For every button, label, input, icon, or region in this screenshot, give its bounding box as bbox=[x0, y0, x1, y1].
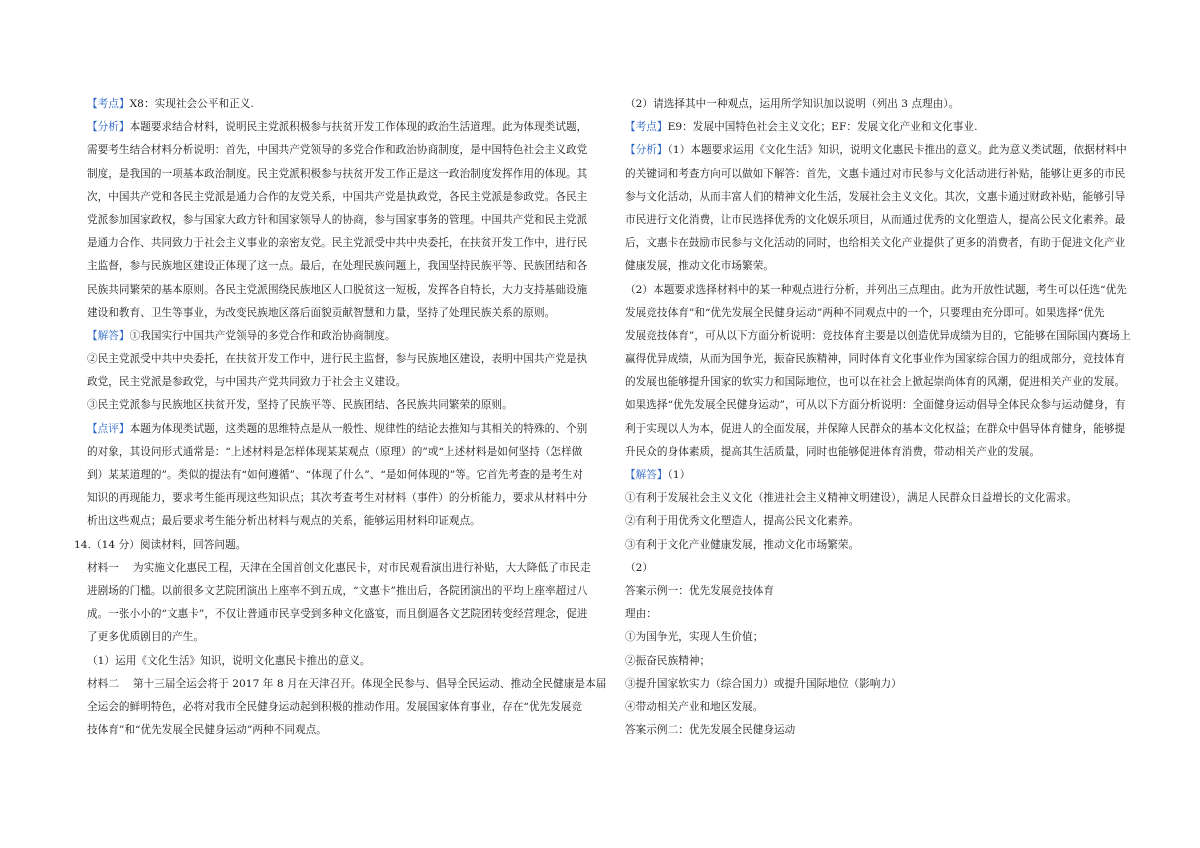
line-text: 参与文化活动，从而丰富人们的精神文化生活，发展社会主义文化。其次，文惠卡通过财政补贴，能够引导 bbox=[625, 190, 1126, 203]
text-line bbox=[87, 557, 591, 580]
line-text: （2） bbox=[625, 561, 654, 574]
left-column bbox=[74, 93, 607, 742]
text-line bbox=[625, 580, 1120, 603]
line-text: 发展竞技体育”和“优先发展全民健身运动”两种不同观点中的一个，只要理由充分即可。如果选择“优先 bbox=[625, 306, 1105, 319]
line-text: 健康发展，推动文化市场繁荣。 bbox=[625, 260, 775, 273]
text-line bbox=[625, 163, 1126, 186]
text-line bbox=[625, 534, 1120, 557]
line-text: ③民主党派参与民族地区扶贫开发，坚持了民族平等、民族团结、各民族共同繁荣的原则。 bbox=[87, 399, 513, 412]
line-text: 理由： bbox=[625, 608, 657, 621]
line-text: 民族共同繁荣的基本原则。各民主党派围绕民族地区人口脱贫这一短板，发挥各自特长，大力支持基础设施 bbox=[87, 283, 588, 296]
text-line bbox=[625, 418, 1126, 441]
line-text: （1）本题要求运用《文化生活》知识，说明文化惠民卡推出的意义。此为意义类试题，依据材料中 bbox=[667, 144, 1127, 157]
text-line bbox=[625, 557, 1120, 580]
text-line bbox=[625, 487, 1120, 510]
line-text: 次，中国共产党和各民主党派是通力合作的友党关系，中国共产党是执政党，各民主党派是参政党。各民主 bbox=[87, 190, 588, 203]
line-text: 主监督，参与民族地区建设正体现了这一点。最后，在处理民族问题上，我国坚持民族平等、民族团结和各 bbox=[87, 260, 588, 273]
text-line bbox=[625, 302, 1120, 325]
line-text: 全运会的鲜明特色，必将对我市全民健身运动起到积极的推动作用。发展国家体育事业，存在“优先发展竞 bbox=[87, 700, 583, 713]
text-line bbox=[625, 325, 1131, 348]
section-tag: 【分析】 bbox=[87, 121, 130, 134]
text-line bbox=[625, 464, 1120, 487]
text-line bbox=[87, 626, 582, 649]
text-line bbox=[87, 163, 588, 186]
line-text: 析出这些观点；最后要求考生能分析出材料与观点的关系，能够运用材料印证观点。 bbox=[87, 515, 481, 528]
text-line bbox=[87, 93, 582, 116]
text-line bbox=[625, 279, 1127, 302]
line-text: 材料一 为实施文化惠民工程，天津在全国首创文化惠民卡，对市民观看演出进行补贴，大大降低了市民走 bbox=[87, 561, 591, 574]
line-text: 的对象，其设问形式通常是：“上述材料是怎样体现某某观点（原理）的”或“上述材料是如何坚持（怎样做 bbox=[87, 445, 583, 458]
text-line bbox=[87, 464, 582, 487]
line-text: 知识的再现能力，要求考生能再现这些知识点；其次考查考生对材料（事件）的分析能力，要求从材料中分 bbox=[87, 492, 588, 505]
text-line bbox=[87, 441, 582, 464]
section-tag: 【解答】 bbox=[625, 469, 668, 481]
line-text: （2）请选择其中一种观点，运用所学知识加以说明（列出 3 点理由）。 bbox=[625, 98, 960, 110]
text-line bbox=[87, 603, 588, 626]
line-text: 利于实现以人为本，促进人的全面发展，并保障人民群众的基本文化权益；在群众中倡导体育健身，能够提 bbox=[625, 422, 1126, 435]
line-text: 答案示例一：优先发展竞技体育 bbox=[625, 584, 775, 597]
text-line bbox=[625, 650, 1120, 673]
line-text: ②民主党派受中共中央委托，在扶贫开发工作中，进行民主监督，参与民族地区建设，表明中国共产党是执 bbox=[87, 353, 588, 366]
line-text: 如果选择“优先发展全民健身运动”，可从以下方面分析说明：全面健身运动倡导全体民众参与运动健身，有 bbox=[625, 399, 1126, 412]
line-text: X8：实现社会公平和正义. bbox=[129, 98, 254, 110]
line-text: ②振奋民族精神； bbox=[625, 654, 711, 667]
text-line bbox=[87, 302, 582, 325]
line-text: （1） bbox=[667, 469, 691, 481]
line-text: （2）本题要求选择材料中的某一种观点进行分析，并列出三点理由。此为开放性试题，考生可以任选“优先 bbox=[625, 283, 1127, 296]
text-line bbox=[625, 116, 1120, 139]
line-text: 赢得优异成绩，从而为国争光，振奋民族精神，同时体育文化事业作为国家综合国力的组成部分，竞技体育 bbox=[625, 353, 1126, 366]
text-line bbox=[87, 209, 588, 232]
text-line bbox=[87, 255, 588, 278]
text-line bbox=[87, 116, 588, 139]
line-text: 的关键词和考查方向可以做如下解答：首先，文惠卡通过对市民参与文化活动进行补贴，能够让更多的市民 bbox=[625, 167, 1126, 180]
line-text: 到）某某道理的”。类似的提法有“如何遵循”、“体现了什么”、“是如何体现的”等。它首先考查的是考生对 bbox=[87, 469, 583, 481]
line-text: ③提升国家软实力（综合国力）或提升国际地位（影响力） bbox=[625, 677, 902, 690]
line-text: （1）运用《文化生活》知识，说明文化惠民卡推出的意义。 bbox=[87, 654, 371, 667]
line-text: 党派参加国家政权，参与国家大政方针和国家领导人的协商，参与国家事务的管理。中国共产党和民主党派 bbox=[87, 213, 588, 226]
text-line bbox=[87, 371, 582, 394]
line-text: 进剧场的门槛。以前很多文艺院团演出上座率不到五成，“文惠卡”推出后，各院团演出的平均上座率超过八 bbox=[87, 584, 588, 597]
text-line bbox=[625, 348, 1126, 371]
line-text: （14 分）阅读材料，回答问题。 bbox=[91, 538, 247, 551]
line-text: 的发展也能够提升国家的软实力和国际地位，也可以在社会上掀起崇尚体育的风潮，促进相关产业的发展。 bbox=[625, 376, 1126, 389]
line-text: 答案示例二：优先发展全民健身运动 bbox=[625, 724, 796, 737]
text-line bbox=[87, 580, 588, 603]
line-text: ④带动相关产业和地区发展。 bbox=[625, 700, 764, 713]
section-tag: 【点评】 bbox=[87, 422, 130, 435]
text-line bbox=[87, 394, 582, 417]
question-number: 14. bbox=[74, 538, 91, 551]
text-line bbox=[74, 534, 582, 557]
text-line bbox=[625, 510, 1120, 533]
line-text: ③有利于文化产业健康发展，推动文化市场繁荣。 bbox=[625, 538, 860, 551]
line-text: 制度，是我国的一项基本政治制度。民主党派积极参与扶贫开发工作正是这一政治制度发挥作用的体现。其 bbox=[87, 167, 588, 180]
text-line bbox=[625, 139, 1127, 162]
text-line bbox=[625, 232, 1126, 255]
line-text: ②有利于用优秀文化塑造人，提高公民文化素养。 bbox=[625, 515, 860, 528]
text-line bbox=[625, 719, 1120, 742]
text-line bbox=[87, 279, 588, 302]
section-tag: 【考点】 bbox=[87, 98, 130, 110]
line-text: E9：发展中国特色社会主义文化；EF：发展文化产业和文化事业. bbox=[667, 121, 978, 134]
line-text: 本题为体现类试题，这类题的思维特点是从一般性、规律性的结论去推知与其相关的特殊的、个别 bbox=[129, 422, 588, 435]
text-line bbox=[625, 696, 1120, 719]
line-text: 了更多优质剧目的产生。 bbox=[87, 631, 205, 644]
line-text: 发展竞技体育”，可从以下方面分析说明：竞技体育主要是以创造优异成绩为目的，它能够在国际国内赛场上 bbox=[625, 329, 1131, 342]
line-text: 本题要求结合材料，说明民主党派积极参与扶贫开发工作体现的政治生活道理。此为体现类试题， bbox=[129, 121, 588, 134]
line-text: ①为国争光，实现人生价值； bbox=[625, 631, 764, 644]
text-line bbox=[87, 348, 588, 371]
line-text: 成。一张小小的“文惠卡”，不仅让普通市民享受到多种文化盛宴，而且倒逼各文艺院团转变经营理念，促进 bbox=[87, 608, 588, 621]
text-line bbox=[87, 487, 588, 510]
right-column bbox=[625, 93, 1131, 742]
line-text: ①我国实行中国共产党领导的多党合作和政治协商制度。 bbox=[129, 329, 396, 342]
section-tag: 【解答】 bbox=[87, 329, 130, 342]
line-text: 升民众的身体素质，提高其生活质量，同时也能够促进体育消费，带动相关产业的发展。 bbox=[625, 445, 1041, 458]
line-text: 材料二 第十三届全运会将于 2017 年 8 月在天津召开。体现全民参与、倡导全民运动、推动全民健康是本届 bbox=[87, 677, 607, 690]
text-line bbox=[87, 719, 582, 742]
line-text: 后，文惠卡在鼓励市民参与文化活动的同时，也给相关文化产业提供了更多的消费者，有助于促进文化产业 bbox=[625, 237, 1126, 250]
text-line bbox=[87, 232, 588, 255]
text-line bbox=[625, 255, 1120, 278]
section-tag: 【分析】 bbox=[625, 144, 668, 157]
text-line bbox=[625, 673, 1120, 696]
text-line bbox=[87, 325, 582, 348]
text-line bbox=[625, 626, 1120, 649]
section-tag: 【考点】 bbox=[625, 121, 668, 134]
text-line bbox=[625, 603, 1120, 626]
line-text: 是通力合作、共同致力于社会主义事业的亲密友党。民主党派受中共中央委托，在扶贫开发工作中，进行民 bbox=[87, 237, 588, 250]
text-line bbox=[87, 696, 582, 719]
text-line bbox=[625, 371, 1126, 394]
text-line bbox=[625, 441, 1120, 464]
text-line bbox=[87, 186, 588, 209]
line-text: ①有利于发展社会主义文化（推进社会主义精神文明建设），满足人民群众日益增长的文化需求。 bbox=[625, 492, 1078, 505]
line-text: 政党，民主党派是参政党，与中国共产党共同致力于社会主义建设。 bbox=[87, 376, 407, 389]
text-line bbox=[87, 673, 607, 696]
text-line bbox=[625, 209, 1126, 232]
line-text: 市民进行文化消费，让市民选择优秀的文化娱乐项目，从而通过优秀的文化塑造人，提高公民文化素养。最 bbox=[625, 213, 1126, 226]
text-line bbox=[625, 394, 1126, 417]
text-line bbox=[625, 93, 1120, 116]
text-line bbox=[87, 510, 582, 533]
line-text: 建设和教育、卫生等事业，为改变民族地区落后面貌贡献智慧和力量，坚持了处理民族关系的原则。 bbox=[87, 306, 556, 319]
line-text: 技体育”和“优先发展全民健身运动”两种不同观点。 bbox=[87, 724, 327, 737]
line-text: 需要考生结合材料分析说明：首先，中国共产党领导的多党合作和政治协商制度，是中国特色社会主义政党 bbox=[87, 144, 588, 157]
text-line bbox=[87, 650, 582, 673]
text-line bbox=[87, 139, 588, 162]
text-line bbox=[87, 418, 588, 441]
text-line bbox=[625, 186, 1126, 209]
